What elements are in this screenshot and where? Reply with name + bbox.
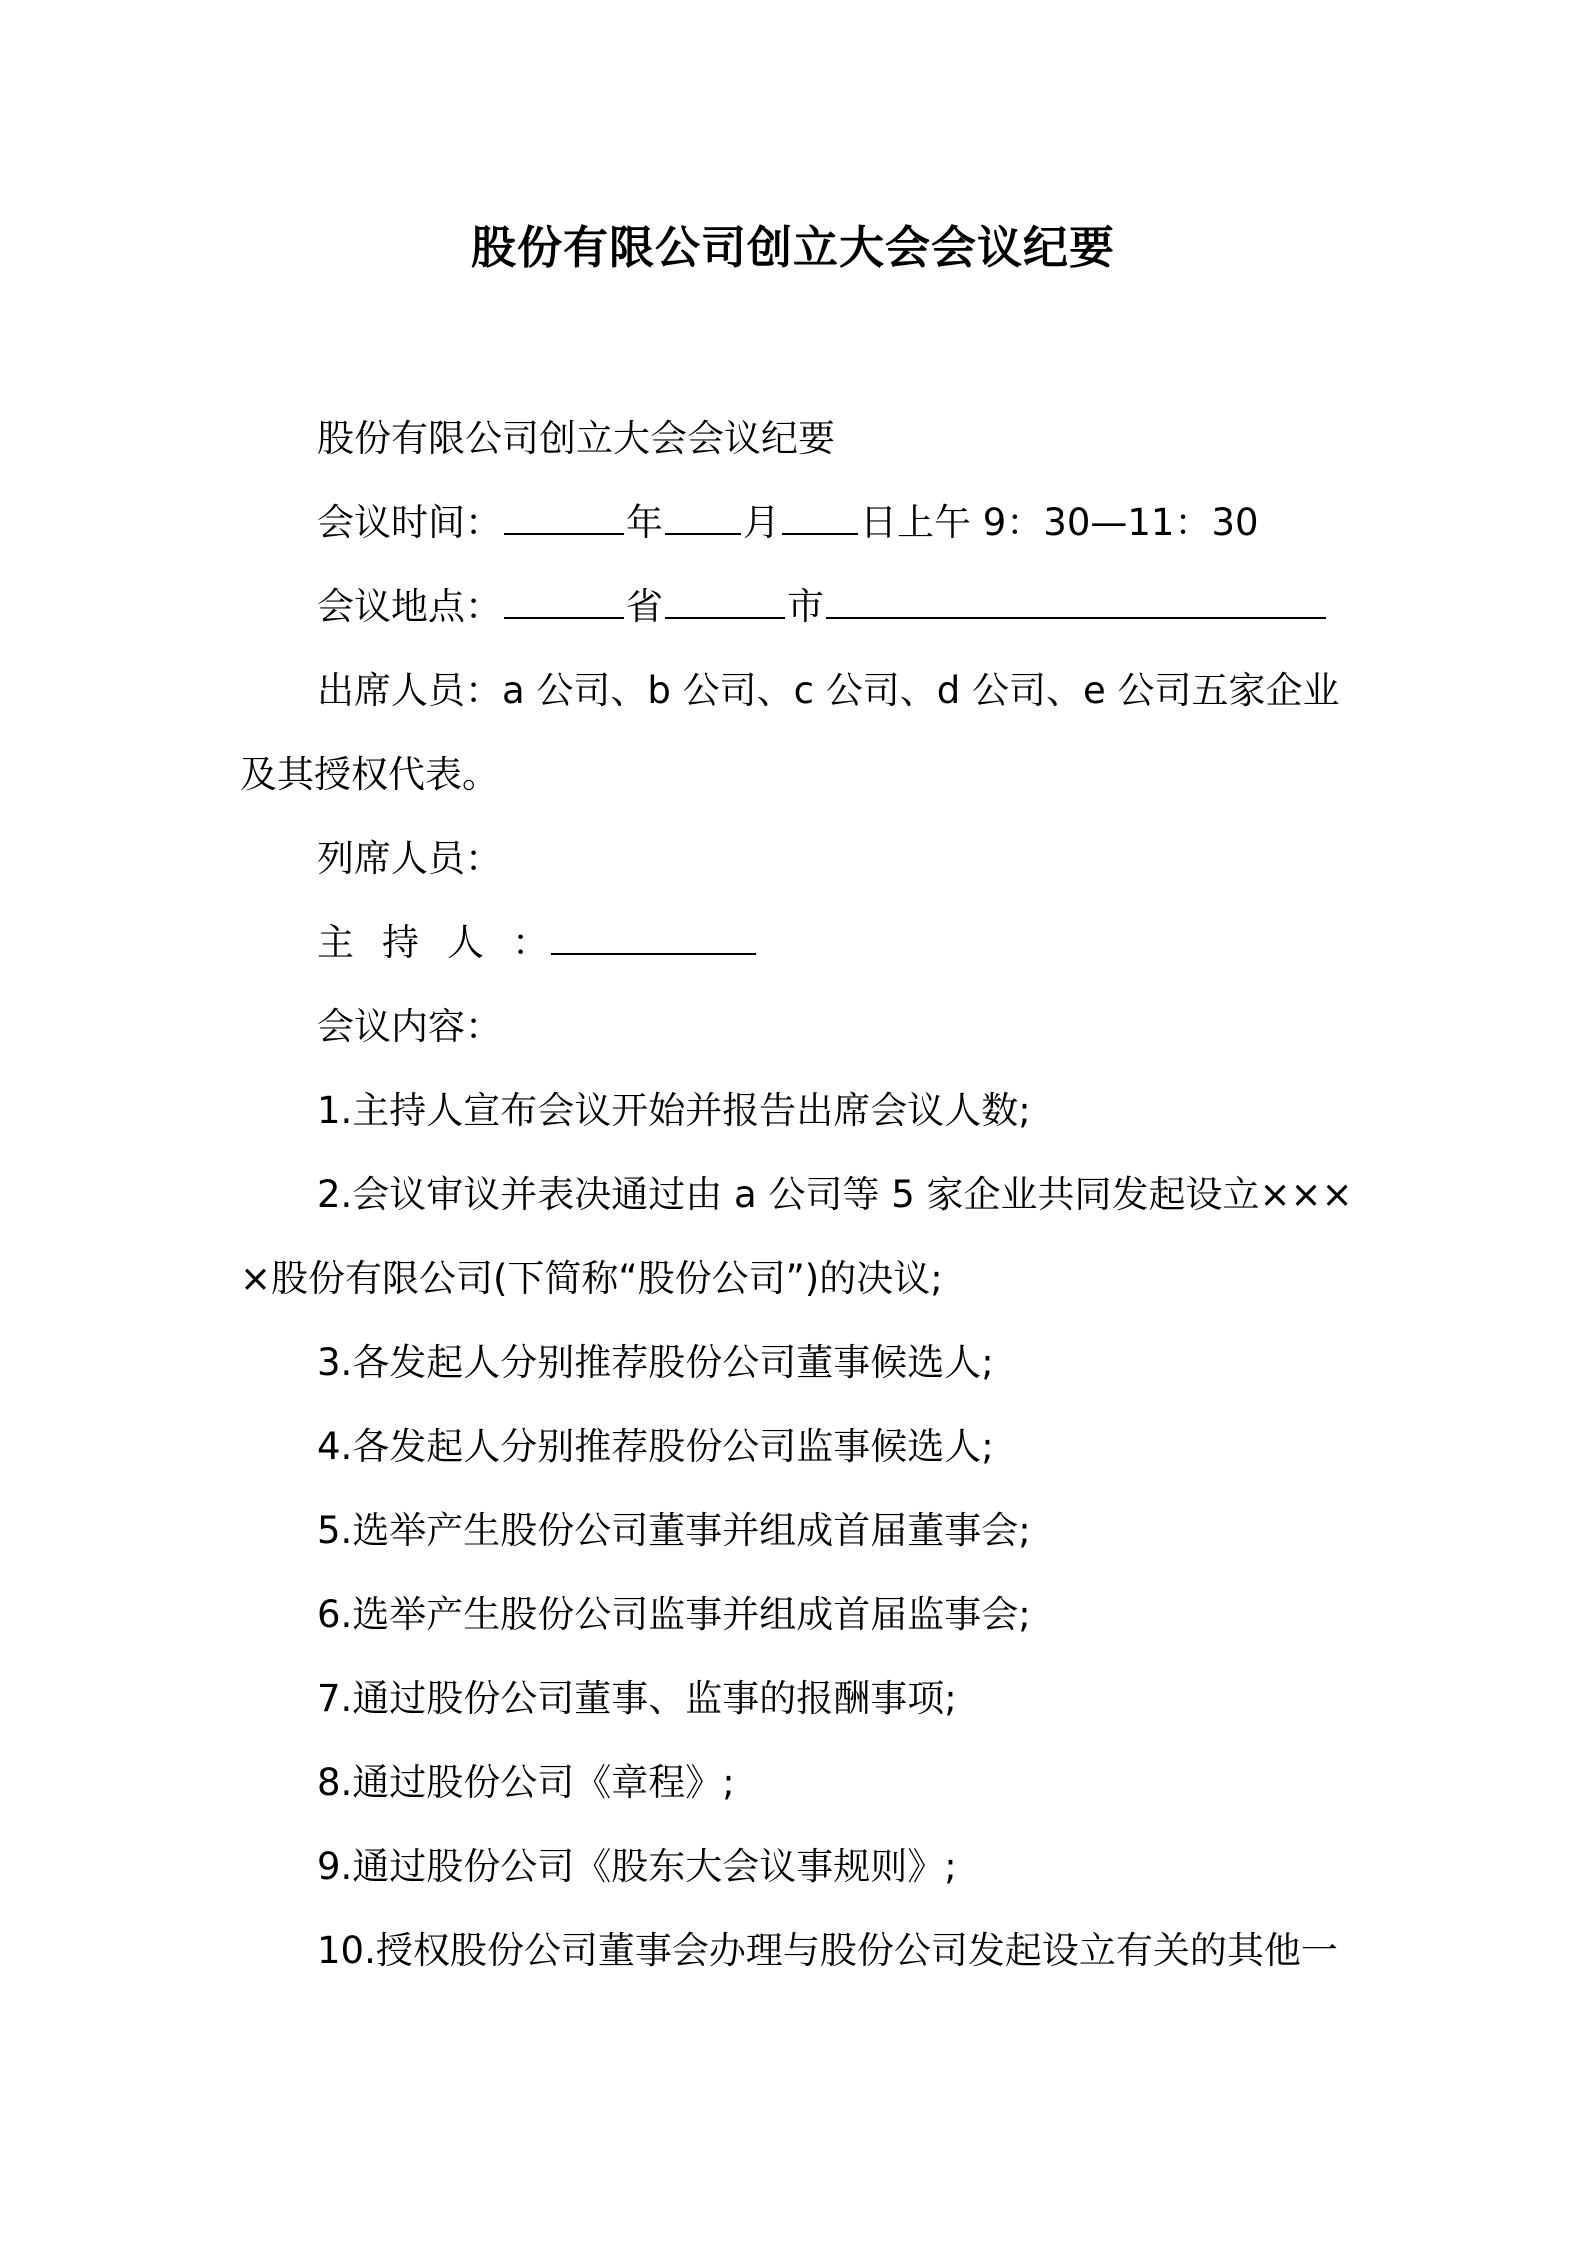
month-blank [665,503,741,535]
city-blank [665,587,785,619]
observers-line: 列席人员： [317,837,502,880]
content-item-continuation: ×股份有限公司(下简称“股份公司”)的决议; [240,1257,943,1300]
content-item: 9.通过股份公司《股东大会议事规则》; [317,1845,957,1888]
host-colon: ： [512,921,549,964]
year-text: 年 [626,501,663,544]
province-blank [504,587,624,619]
address-blank [826,587,1326,619]
day-time-text: 日上午 9：30—11：30 [860,501,1259,544]
meeting-place-line [240,565,1360,649]
content-item: 8.通过股份公司《章程》; [317,1761,735,1804]
content-item: 2.会议审议并表决通过由 a 公司等 5 家企业共同发起设立××× [317,1173,1353,1216]
host-label: 主持人 [317,921,512,964]
content-item: 6.选举产生股份公司监事并组成首届监事会; [317,1593,1031,1636]
province-text: 省 [626,585,663,628]
meeting-place-label: 会议地点： [317,585,502,628]
content-item: 10.授权股份公司董事会办理与股份公司发起设立有关的其他一 [317,1929,1338,1972]
day-blank [782,503,858,535]
host-blank [551,923,756,955]
host-line [240,901,1360,985]
document-body [240,397,1360,1993]
content-item: 5.选举产生股份公司董事并组成首届董事会; [317,1509,1031,1552]
subtitle: 股份有限公司创立大会会议纪要 [317,417,835,460]
city-text: 市 [787,585,824,628]
content-item: 4.各发起人分别推荐股份公司监事候选人; [317,1425,994,1468]
month-text: 月 [743,501,780,544]
content-label: 会议内容： [317,1005,502,1048]
content-item: 7.通过股份公司董事、监事的报酬事项; [317,1677,957,1720]
content-item: 3.各发起人分别推荐股份公司董事候选人; [317,1341,994,1384]
attendees-line-1: 出席人员：a 公司、b 公司、c 公司、d 公司、e 公司五家企业 [317,669,1340,712]
year-blank [504,503,624,535]
attendees-line-2: 及其授权代表。 [240,753,499,796]
meeting-time-label: 会议时间： [317,501,502,544]
content-item: 1.主持人宣布会议开始并报告出席会议人数; [317,1089,1031,1132]
page-title: 股份有限公司创立大会会议纪要 [470,221,1115,274]
meeting-time-line [240,481,1360,565]
